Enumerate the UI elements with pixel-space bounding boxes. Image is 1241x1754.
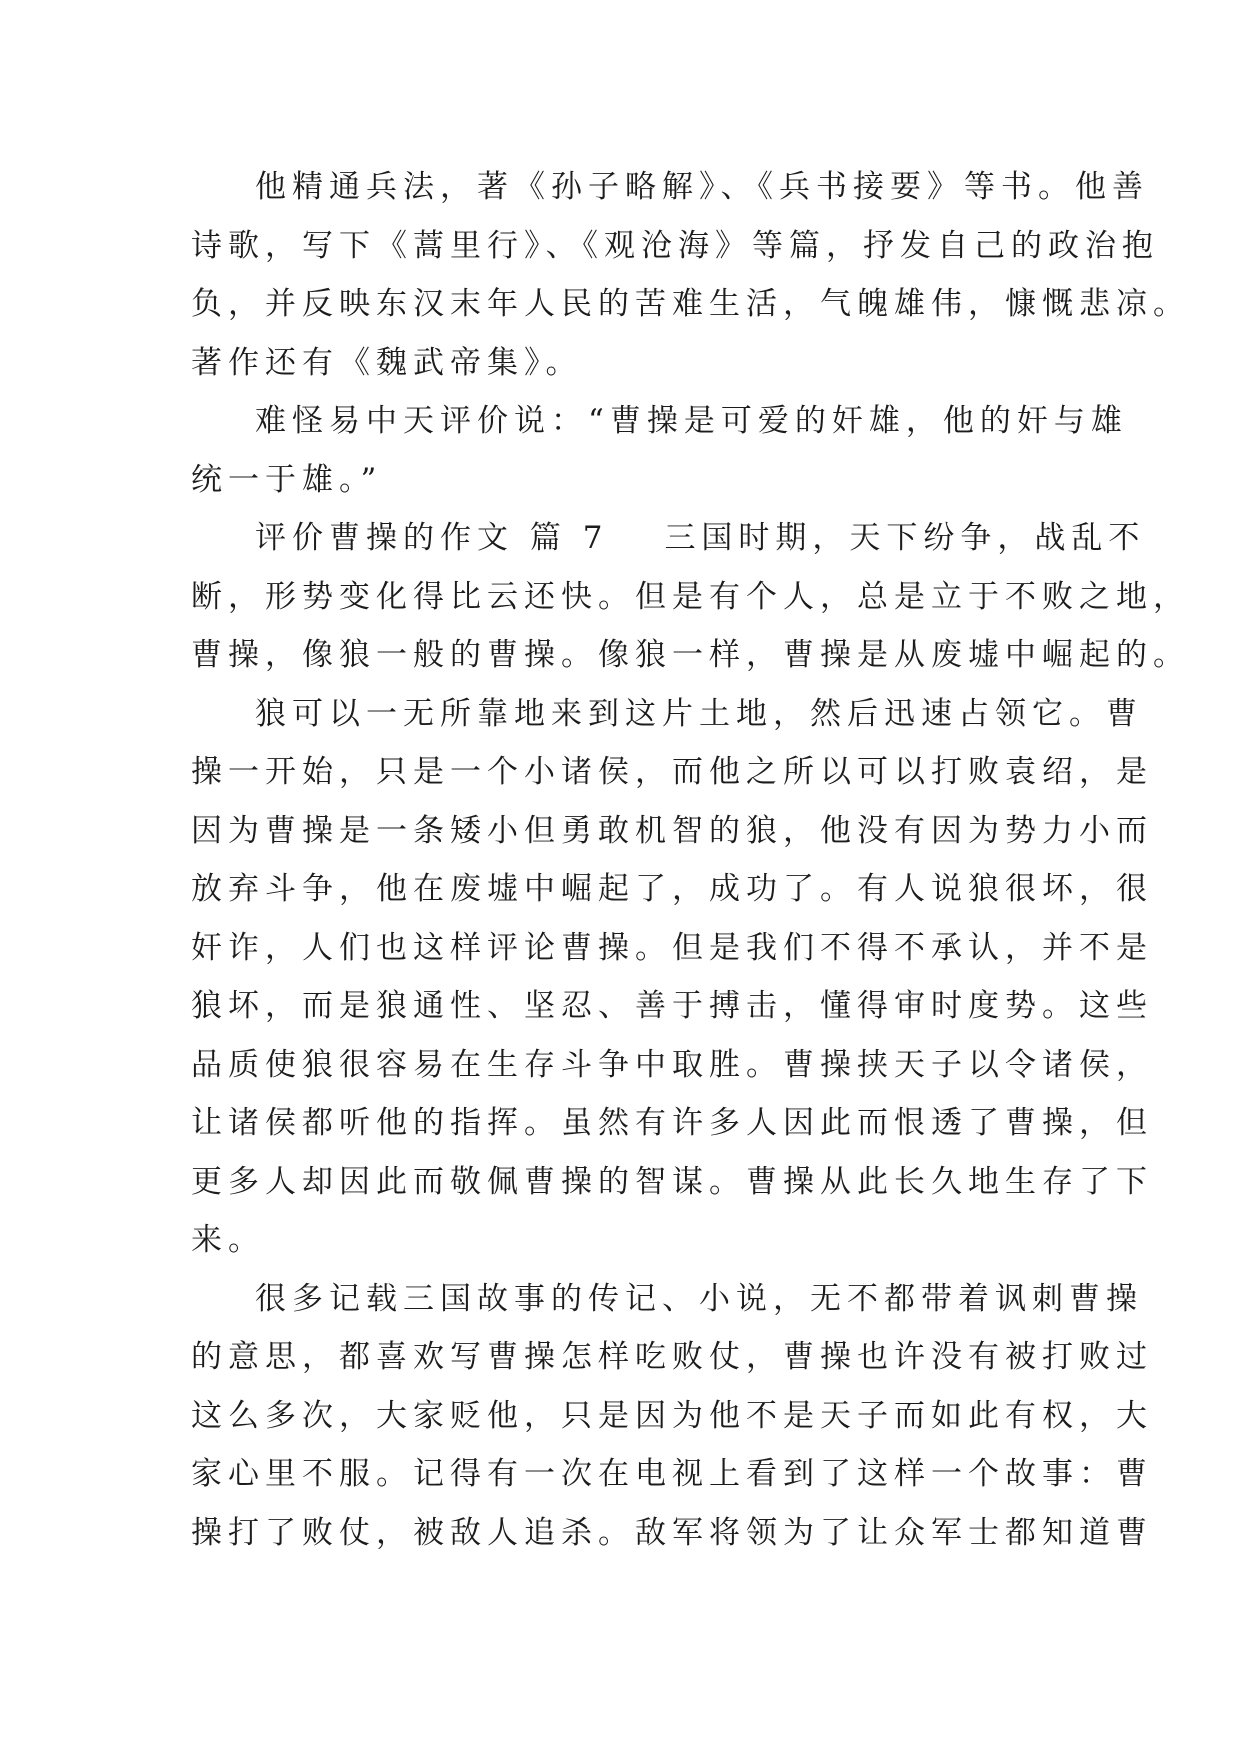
text-line: 曹操，像狼一般的曹操。像狼一样，曹操是从废墟中崛起的。 [191,637,1190,673]
text-line: 奸诈，人们也这样评论曹操。但是我们不得不承认，并不是 [191,929,1153,966]
text-line: 著作还有《魏武帝集》。 [191,344,583,381]
text-line: 的意思，都喜欢写曹操怎样吃败仗，曹操也许没有被打败过 [191,1339,1153,1375]
text-line: 操打了败仗，被敌人追杀。敌军将领为了让众军士都知道曹 [191,1514,1153,1551]
text-line: 让诸侯都听他的指挥。虽然有许多人因此而恨透了曹操，但 [191,1105,1153,1141]
text-line: 操一开始，只是一个小诸侯，而他之所以可以打败袁绍，是 [191,754,1153,790]
text-line: 更多人却因此而敬佩曹操的智谋。曹操从此长久地生存了下 [191,1163,1153,1200]
text-line: 负，并反映东汉末年人民的苦难生活，气魄雄伟，慷慨悲凉。 [191,286,1190,322]
text-line: 品质使狼很容易在生存斗争中取胜。曹操挟天子以令诸侯， [191,1046,1153,1083]
text-line: 统一于雄。” [191,461,383,498]
section-heading: 评价曹操的作文 篇 7 [255,520,609,556]
text-line: 狼可以一无所靠地来到这片土地，然后迅速占领它。曹 [255,695,1143,732]
text-line: 难怪易中天评价说：“曹操是可爱的奸雄，他的奸与雄 [255,403,1128,439]
text-line: 放弃斗争，他在废墟中崛起了，成功了。有人说狼很坏，很 [191,871,1153,907]
text-line: 家心里不服。记得有一次在电视上看到了这样一个故事：曹 [191,1456,1153,1492]
text-line: 这么多次，大家贬他，只是因为他不是天子而如此有权，大 [191,1397,1153,1434]
text-line: 因为曹操是一条矮小但勇敢机智的狼，他没有因为势力小而 [191,812,1153,849]
text-line: 来。 [191,1222,265,1258]
text-line: 很多记载三国故事的传记、小说，无不都带着讽刺曹操 [255,1280,1143,1317]
text-line: 断，形势变化得比云还快。但是有个人，总是立于不败之地， [191,578,1190,615]
text-line-section [191,509,1146,568]
section-text: 三国时期，天下纷争，战乱不 [664,520,1146,556]
document-body [191,158,1190,1562]
text-line: 诗歌，写下《蒿里行》、《观沧海》等篇，抒发自己的政治抱 [191,227,1159,264]
text-line: 他精通兵法，著《孙子略解》、《兵书接要》等书。他善 [255,169,1149,205]
text-line: 狼坏，而是狼通性、坚忍、善于搏击，懂得审时度势。这些 [191,988,1153,1024]
